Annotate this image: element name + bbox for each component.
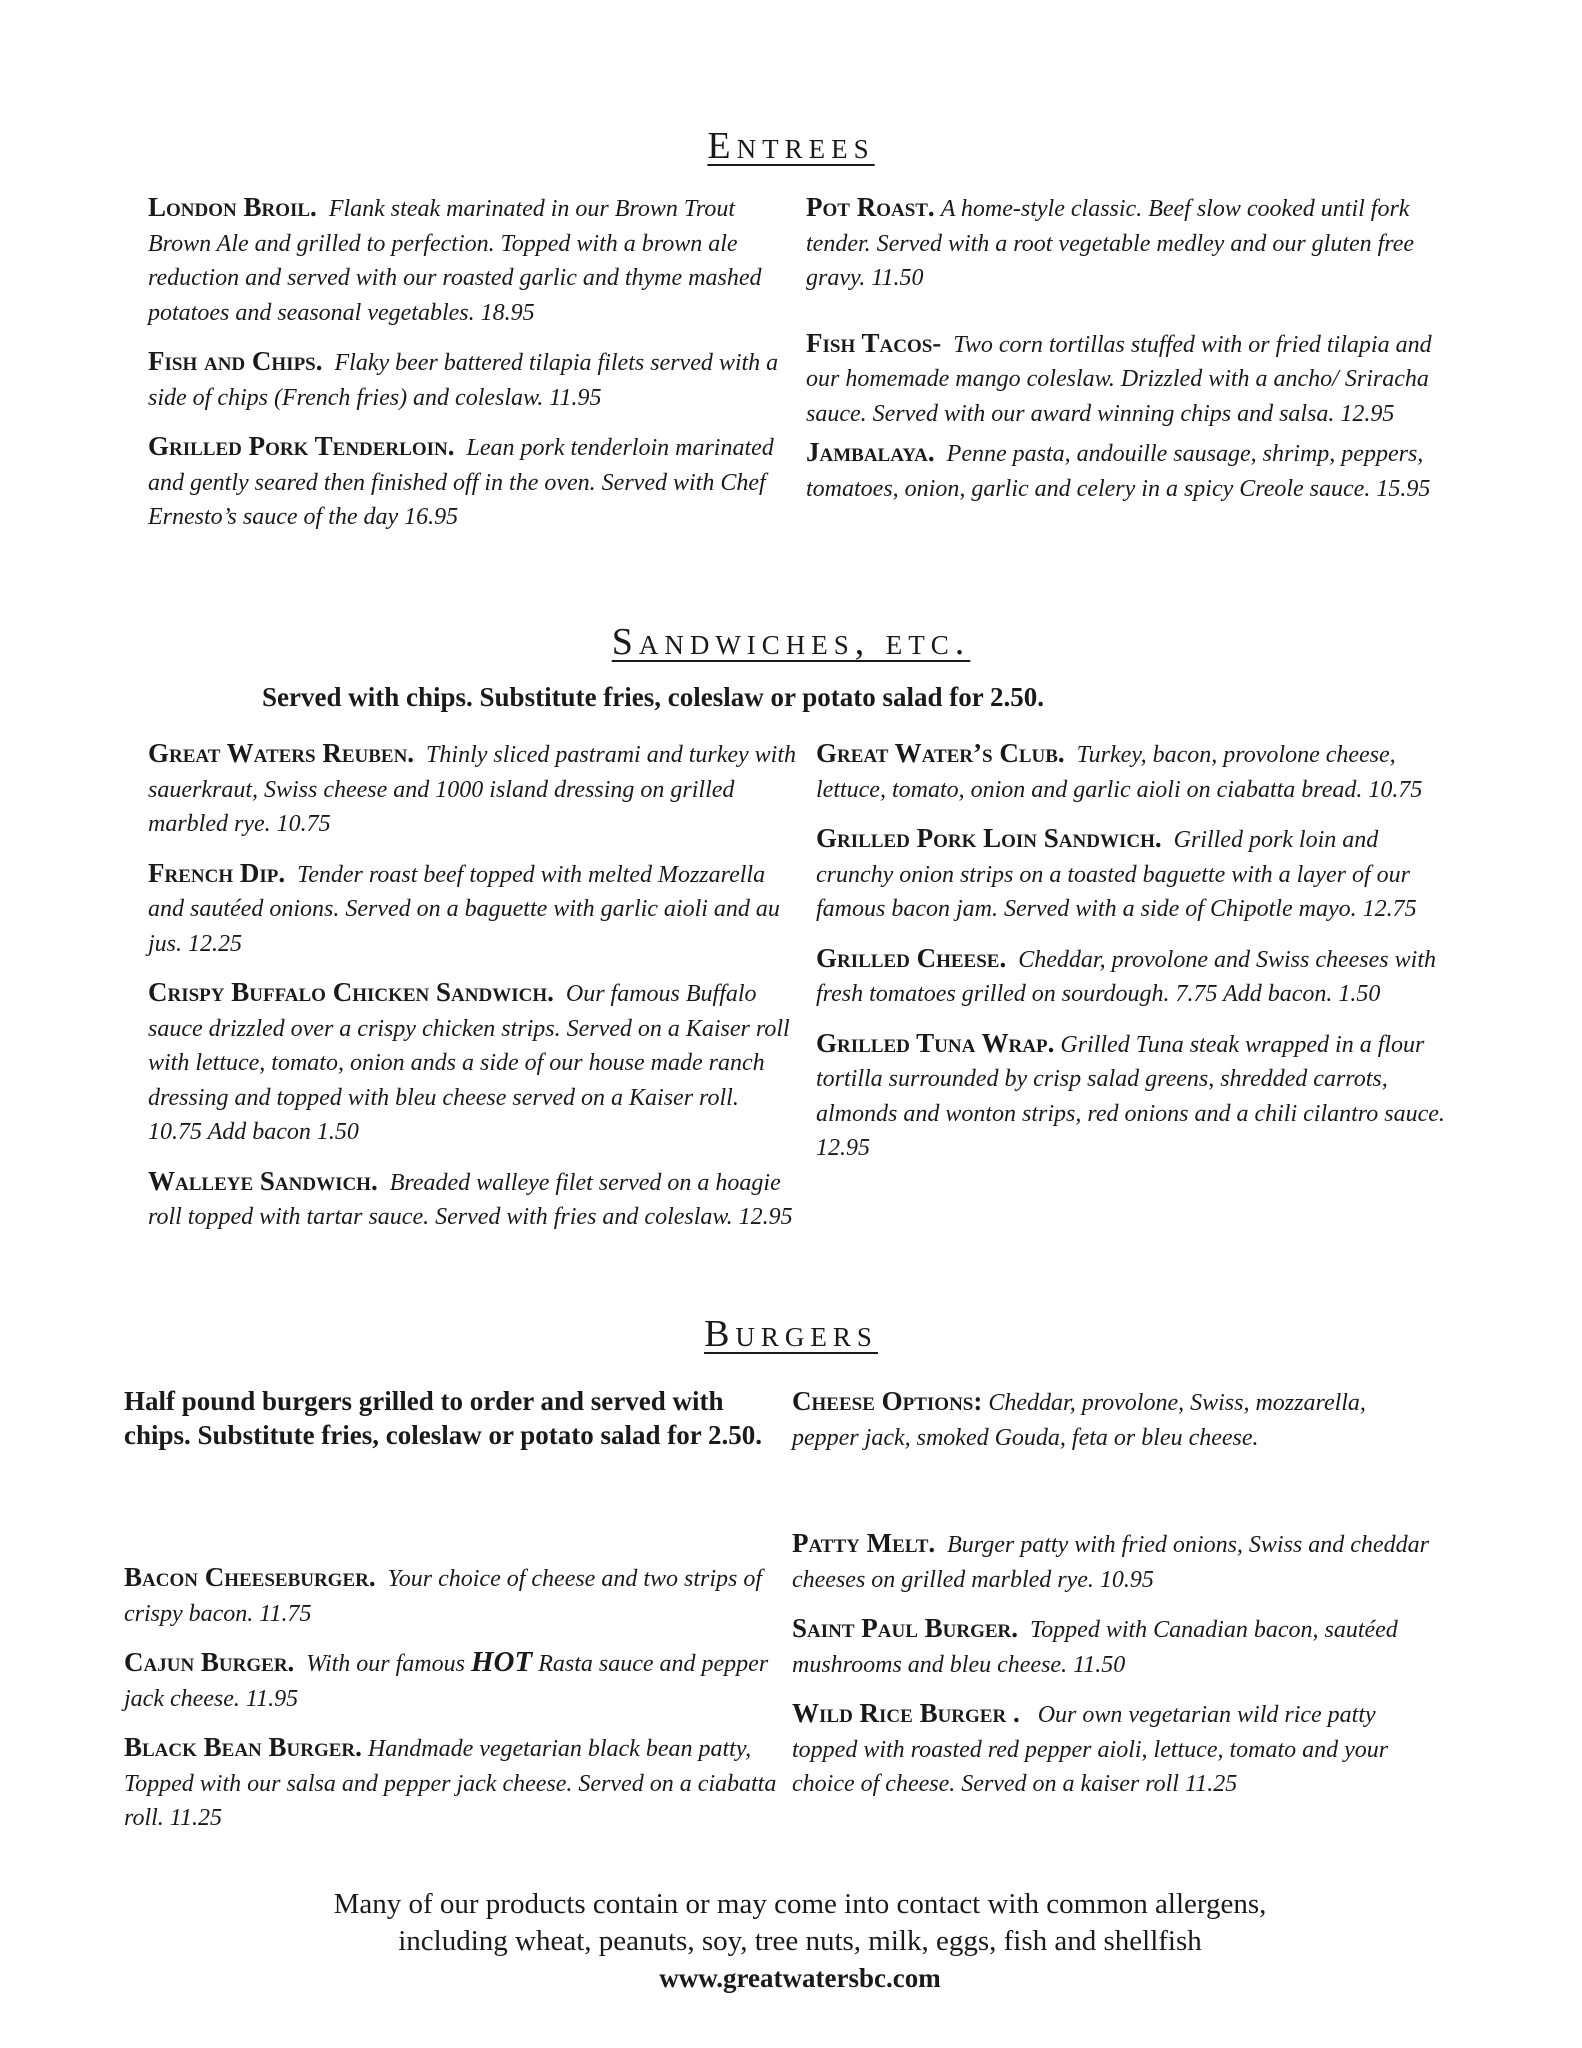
menu-item <box>792 1696 1442 1802</box>
item-description: Handmade vegetarian black bean patty, Topped with our salsa and pepper jack cheese. Served on a ciabatta roll. 11.25 <box>124 1736 777 1831</box>
burgers-right-column <box>792 1526 1442 1816</box>
item-description: Tender roast beef topped with melted Mozzarella and sautéed onions. Served on a baguette with garlic aioli and au jus. 12.25 <box>148 861 780 957</box>
menu-item <box>148 975 798 1150</box>
item-name: Jambalaya. <box>806 437 935 467</box>
item-name: London Broil. <box>148 192 317 222</box>
item-name: Fish Tacos- <box>806 327 942 358</box>
item-name: Saint Paul Burger. <box>792 1613 1019 1643</box>
item-name: Crispy Buffalo Chicken Sandwich. <box>148 977 554 1007</box>
menu-item <box>148 856 798 962</box>
item-description: Grilled pork loin and crunchy onion strips on a toasted baguette with a layer of our famous bacon jam. Served with a side of Chipotle mayo. 12.75 <box>816 827 1417 922</box>
item-description: Grilled Tuna steak wrapped in a flour tortilla surrounded by crisp salad greens, shredded carrots, almonds and wonton strips, red onions and a chili cilantro sauce. 12.95 <box>816 1031 1445 1161</box>
allergen-notice: Many of our products contain or may come into contact with common allergens, including wheat, peanuts, soy, tree nuts, milk, eggs, fish and shellfish <box>333 1888 1267 1957</box>
item-name: Cajun Burger. <box>124 1647 295 1677</box>
item-description: Flaky beer battered tilapia filets served with a side of chips (French fries) and coleslaw. 11.95 <box>148 350 779 411</box>
entrees-right-column <box>806 190 1456 520</box>
sandwiches-left-column <box>148 736 798 1249</box>
menu-item <box>148 344 784 415</box>
menu-item <box>124 1645 778 1716</box>
item-description: Breaded walleye filet served on a hoagie roll topped with tartar sauce. Served with fries and coleslaw. 12.95 <box>148 1169 793 1230</box>
menu-item <box>792 1384 1432 1455</box>
item-description: With our famous <box>306 1651 465 1677</box>
item-name: Walleye Sandwich. <box>148 1165 378 1196</box>
item-name: Wild Rice Burger . <box>792 1698 1020 1728</box>
item-description: Two corn tortillas stuffed with or fried tilapia and our homemade mango coleslaw. Drizzled with a ancho/ Sriracha sauce. Served with our award winning chips and salsa. 12.95 <box>806 331 1432 427</box>
item-name: Pot Roast. <box>806 192 935 222</box>
item-description: A home-style classic. Beef slow cooked until fork tender. Served with a root vegetable medley and our gluten free gravy. 11.50 <box>806 196 1415 291</box>
item-name: Cheese Options: <box>792 1386 983 1416</box>
item-name: Fish and Chips. <box>148 346 323 376</box>
footer <box>300 1886 1300 1997</box>
item-description: Topped with Canadian bacon, sautéed mushrooms and bleu cheese. 11.50 <box>792 1617 1398 1678</box>
item-name: Patty Melt. <box>792 1528 936 1558</box>
item-description: Burger patty with fried onions, Swiss and cheddar cheeses on grilled marbled rye. 10.95 <box>792 1532 1429 1593</box>
entrees-heading: Entrees <box>707 125 875 167</box>
sandwiches-right-column <box>816 736 1460 1180</box>
sandwiches-note: Served with chips. Substitute fries, coleslaw or potato salad for 2.50. <box>262 682 1044 712</box>
menu-item <box>792 1526 1442 1597</box>
menu-item <box>124 1560 778 1631</box>
item-name: Bacon Cheeseburger. <box>124 1562 376 1592</box>
menu-item <box>806 435 1456 506</box>
menu-item <box>816 736 1460 807</box>
entrees-left-column <box>148 190 784 549</box>
burgers-left-column <box>124 1560 778 1850</box>
hot-emphasis: HOT <box>470 1646 533 1678</box>
item-name: Grilled Cheese. <box>816 942 1007 973</box>
item-description: Our famous Buffalo sauce drizzled over a crispy chicken strips. Served on a Kaiser roll with lettuce, tomato, onion ands a side of our house made ranch dressing and topped with bleu cheese served on a Kaiser roll. 10.75 Add bacon 1.50 <box>148 981 790 1145</box>
item-description: Thinly sliced pastrami and turkey with sauerkraut, Swiss cheese and 1000 island dressing on grilled marbled rye. 10.75 <box>148 742 797 837</box>
item-name: Great Water’s Club. <box>816 738 1065 768</box>
menu-item <box>816 821 1460 927</box>
menu-item <box>816 941 1460 1012</box>
item-name: Grilled Pork Tenderloin. <box>148 431 455 461</box>
cheese-options <box>792 1384 1432 1469</box>
item-description: Rasta sauce and pepper jack cheese. 11.95 <box>124 1651 769 1712</box>
burgers-heading: Burgers <box>704 1313 878 1355</box>
burgers-note: Half pound burgers grilled to order and served with chips. Substitute fries, coleslaw or potato salad for 2.50. <box>124 1386 763 1450</box>
menu-item <box>806 326 1456 432</box>
item-name: Grilled Tuna Wrap. <box>816 1027 1055 1058</box>
menu-item <box>148 1164 798 1235</box>
website-url: www.greatwatersbc.com <box>659 1963 941 1993</box>
item-name: Grilled Pork Loin Sandwich. <box>816 823 1162 853</box>
menu-item <box>148 429 784 535</box>
item-description: Your choice of cheese and two strips of crispy bacon. 11.75 <box>124 1566 763 1627</box>
menu-item <box>806 190 1456 296</box>
item-description: Lean pork tenderloin marinated and gently seared then finished off in the oven. Served with Chef Ernesto’s sauce of the day 16.95 <box>148 435 774 530</box>
item-description: Flank steak marinated in our Brown Trout Brown Ale and grilled to perfection. Topped with a brown ale reduction and served with our roasted garlic and thyme mashed potatoes and seasonal vegetables. 18.95 <box>148 196 762 326</box>
item-description: Cheddar, provolone and Swiss cheeses with fresh tomatoes grilled on sourdough. 7.75 Add bacon. 1.50 <box>816 946 1436 1007</box>
item-name: French Dip. <box>148 857 286 888</box>
menu-item <box>148 736 798 842</box>
item-description: Our own vegetarian wild rice patty topped with roasted red pepper aioli, lettuce, tomato and your choice of cheese. Served on a kaiser roll 11.25 <box>792 1702 1389 1797</box>
item-name: Black Bean Burger. <box>124 1732 362 1762</box>
menu-item <box>816 1026 1460 1166</box>
item-name: Great Waters Reuben. <box>148 738 415 768</box>
menu-item <box>148 190 784 330</box>
menu-item <box>124 1730 778 1836</box>
sandwiches-heading: Sandwiches, etc. <box>611 621 971 663</box>
item-description: Penne pasta, andouille sausage, shrimp, peppers, tomatoes, onion, garlic and celery in a spicy Creole sauce. 15.95 <box>806 441 1431 502</box>
menu-item <box>792 1611 1442 1682</box>
item-description: Cheddar, provolone, Swiss, mozzarella, pepper jack, smoked Gouda, feta or bleu cheese. <box>792 1390 1366 1451</box>
item-description: Turkey, bacon, provolone cheese, lettuce, tomato, onion and garlic aioli on ciabatta bread. 10.75 <box>816 742 1423 803</box>
